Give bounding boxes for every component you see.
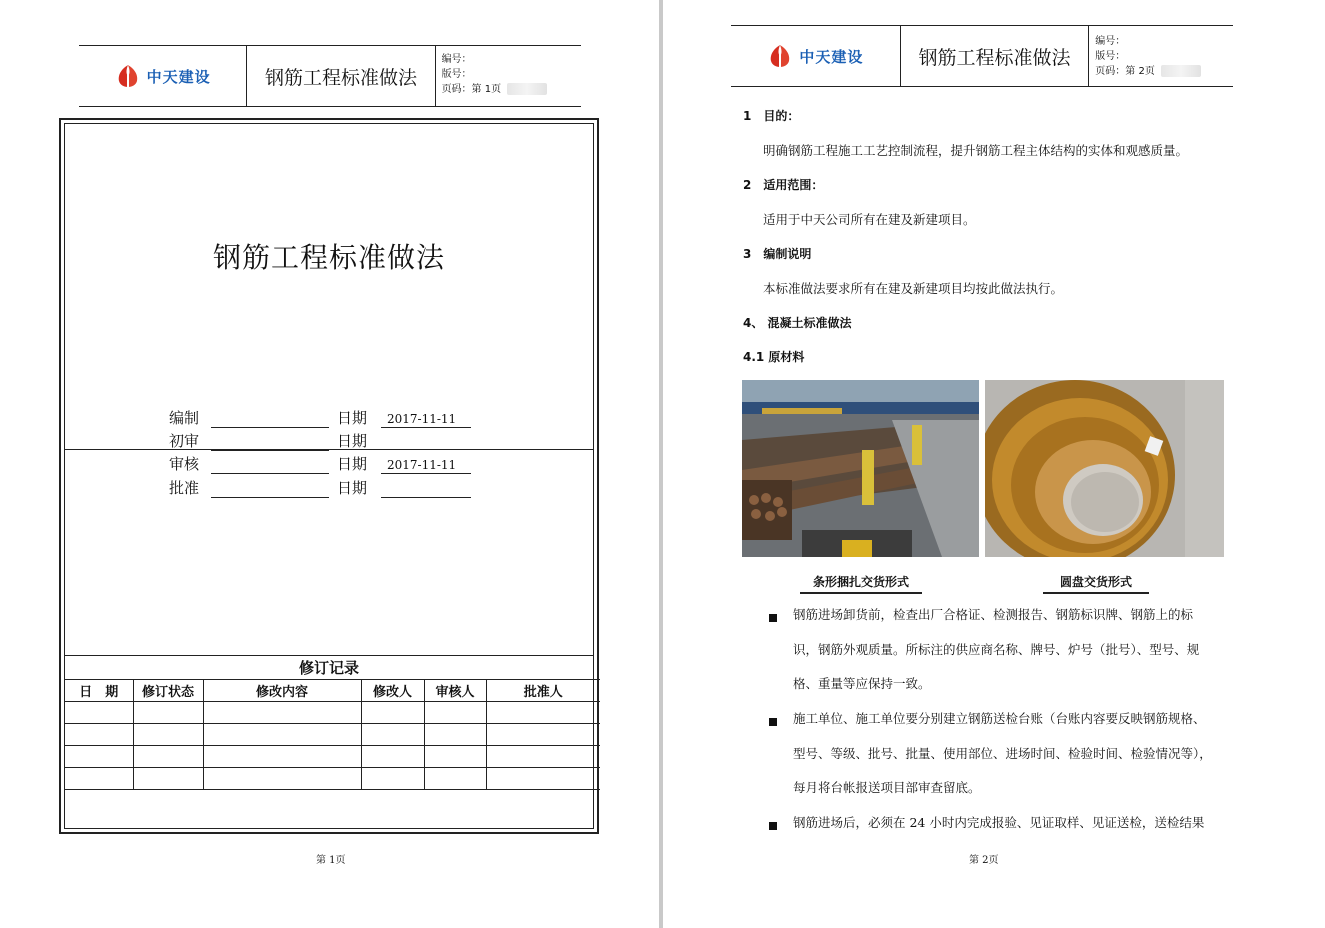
- table-cell[interactable]: [65, 768, 133, 790]
- blurred-text: [507, 83, 547, 95]
- sig-row-approve: [169, 477, 471, 498]
- page2-footer: 第 2页: [969, 855, 999, 866]
- col-modifier: 修改人: [361, 680, 424, 702]
- logo-text: 中天建设: [146, 67, 211, 86]
- page1-header: [79, 45, 581, 107]
- table-cell[interactable]: [424, 702, 486, 724]
- table-cell[interactable]: [133, 746, 203, 768]
- date-value[interactable]: [381, 433, 471, 451]
- sig-row-first-review: [169, 430, 471, 451]
- revision-title: 修订记录: [298, 659, 359, 677]
- table-cell[interactable]: [203, 746, 361, 768]
- table-cell[interactable]: [361, 746, 424, 768]
- table-cell[interactable]: [133, 702, 203, 724]
- table-cell[interactable]: [424, 746, 486, 768]
- header-meta: [1089, 26, 1233, 86]
- revision-top-line: [65, 655, 593, 656]
- sig-role: 审核: [169, 455, 200, 473]
- table-cell[interactable]: [203, 768, 361, 790]
- bullet-3: [769, 814, 1229, 841]
- table-cell[interactable]: [486, 702, 600, 724]
- blurred-text: [1161, 65, 1201, 77]
- header-meta: [436, 46, 581, 106]
- logo-flame-icon: [767, 44, 793, 68]
- section-3-text: 本标准做法要求所有在建及新建项目均按此做法执行。: [763, 281, 1064, 296]
- table-cell[interactable]: [486, 746, 600, 768]
- logo-cell: [79, 46, 247, 106]
- logo-cell: [731, 26, 901, 86]
- table-cell[interactable]: [65, 702, 133, 724]
- table-row: [65, 724, 600, 746]
- table-cell[interactable]: [361, 702, 424, 724]
- table-cell[interactable]: [65, 724, 133, 746]
- table-cell[interactable]: [361, 724, 424, 746]
- section-1-text: 明确钢筋工程施工工艺控制流程，提升钢筋工程主体结构的实体和观感质量。: [763, 143, 1189, 158]
- header-doc-title: 钢筋工程标准做法: [247, 46, 435, 106]
- page-label: 页码：第 2页: [1095, 64, 1233, 79]
- page-1: [0, 0, 659, 928]
- section-2-text: 适用于中天公司所有在建及新建项目。: [763, 212, 976, 227]
- col-reviewer: 审核人: [424, 680, 486, 702]
- cover-frame: [59, 118, 599, 834]
- cover-title: 钢筋工程标准做法: [212, 241, 445, 274]
- bullet-3-text: 钢筋进场后，必须在 24 小时内完成报验、见证取样、见证送检，送检结果: [793, 815, 1205, 830]
- code-label: 编号：: [1095, 36, 1126, 47]
- date-value[interactable]: 2017-11-11: [381, 410, 471, 428]
- table-row: [65, 702, 600, 724]
- table-row: [65, 768, 600, 790]
- sig-row-compile: [169, 407, 471, 428]
- section-2-title: 2 适用范围：: [743, 178, 824, 192]
- date-label: 日期: [337, 409, 368, 427]
- table-cell[interactable]: [133, 768, 203, 790]
- table-cell[interactable]: [486, 724, 600, 746]
- page2-header: [731, 25, 1233, 87]
- version-label: 版号：: [1095, 51, 1126, 62]
- date-label: 日期: [337, 455, 368, 473]
- cover-frame-inner: [64, 123, 594, 829]
- version-label: 版号：: [441, 69, 472, 80]
- rebar-coil-photo: [985, 380, 1224, 557]
- sig-line[interactable]: [211, 479, 329, 498]
- caption-bundle: 条形捆扎交货形式: [800, 573, 922, 594]
- sig-role: 初审: [169, 432, 200, 450]
- revision-header-row: [65, 680, 600, 702]
- section-3-title: 3 编制说明: [743, 247, 812, 261]
- sig-line[interactable]: [211, 455, 329, 474]
- table-cell[interactable]: [203, 724, 361, 746]
- col-approver: 批准人: [486, 680, 600, 702]
- caption-coil: 圆盘交货形式: [1043, 573, 1149, 594]
- section-4-title: 4、 混凝土标准做法: [743, 316, 852, 330]
- company-logo: [767, 44, 863, 68]
- table-cell[interactable]: [361, 768, 424, 790]
- date-label: 日期: [337, 479, 368, 497]
- page-2: [663, 0, 1325, 928]
- logo-flame-icon: [115, 64, 141, 88]
- section-1-title: 1 目的：: [743, 109, 800, 123]
- rebar-bundle-photo: [742, 380, 979, 557]
- table-cell[interactable]: [424, 724, 486, 746]
- sig-line[interactable]: [211, 432, 329, 451]
- sig-line[interactable]: [211, 409, 329, 428]
- bullet-square-icon: [769, 718, 777, 726]
- bullet-1: [769, 606, 1229, 702]
- section-4-1-title: 4.1 原材料: [743, 350, 805, 364]
- bullet-2-text: 施工单位、施工单位要分别建立钢筋送检台账（台账内容要反映钢筋规格、 型号、等级、批号、批量、使用部位、进场时间、检验时间、检验情况等）， 每月将台帐报送项目部审查留底。: [793, 711, 1212, 795]
- page-label: 页码：第 1页: [442, 82, 581, 97]
- date-value[interactable]: [381, 480, 471, 498]
- table-cell[interactable]: [133, 724, 203, 746]
- page1-footer: 第 1页: [316, 855, 346, 866]
- bullet-square-icon: [769, 822, 777, 830]
- bullet-2: [769, 710, 1229, 806]
- sig-row-review: [169, 453, 471, 474]
- sig-role: 批准: [169, 479, 200, 497]
- table-cell[interactable]: [424, 768, 486, 790]
- table-cell[interactable]: [486, 768, 600, 790]
- company-logo: [115, 64, 211, 88]
- table-row: [65, 746, 600, 768]
- header-doc-title: 钢筋工程标准做法: [901, 26, 1090, 86]
- sig-role: 编制: [169, 409, 200, 427]
- date-value[interactable]: 2017-11-11: [381, 456, 471, 474]
- table-cell[interactable]: [65, 746, 133, 768]
- logo-text: 中天建设: [799, 47, 864, 66]
- bullet-square-icon: [769, 614, 777, 622]
- col-content: 修改内容: [203, 680, 361, 702]
- col-date: 日 期: [65, 680, 133, 702]
- table-cell[interactable]: [203, 702, 361, 724]
- revision-table: [65, 679, 600, 790]
- bullet-1-text: 钢筋进场卸货前，检查出厂合格证、检测报告、钢筋标识牌、钢筋上的标 识，钢筋外观质量。所标注的供应商名称、牌号、炉号（批号）、型号、规 格、重量等应保持一致。: [793, 607, 1200, 691]
- date-label: 日期: [337, 432, 368, 450]
- col-status: 修订状态: [133, 680, 203, 702]
- code-label: 编号：: [441, 54, 472, 65]
